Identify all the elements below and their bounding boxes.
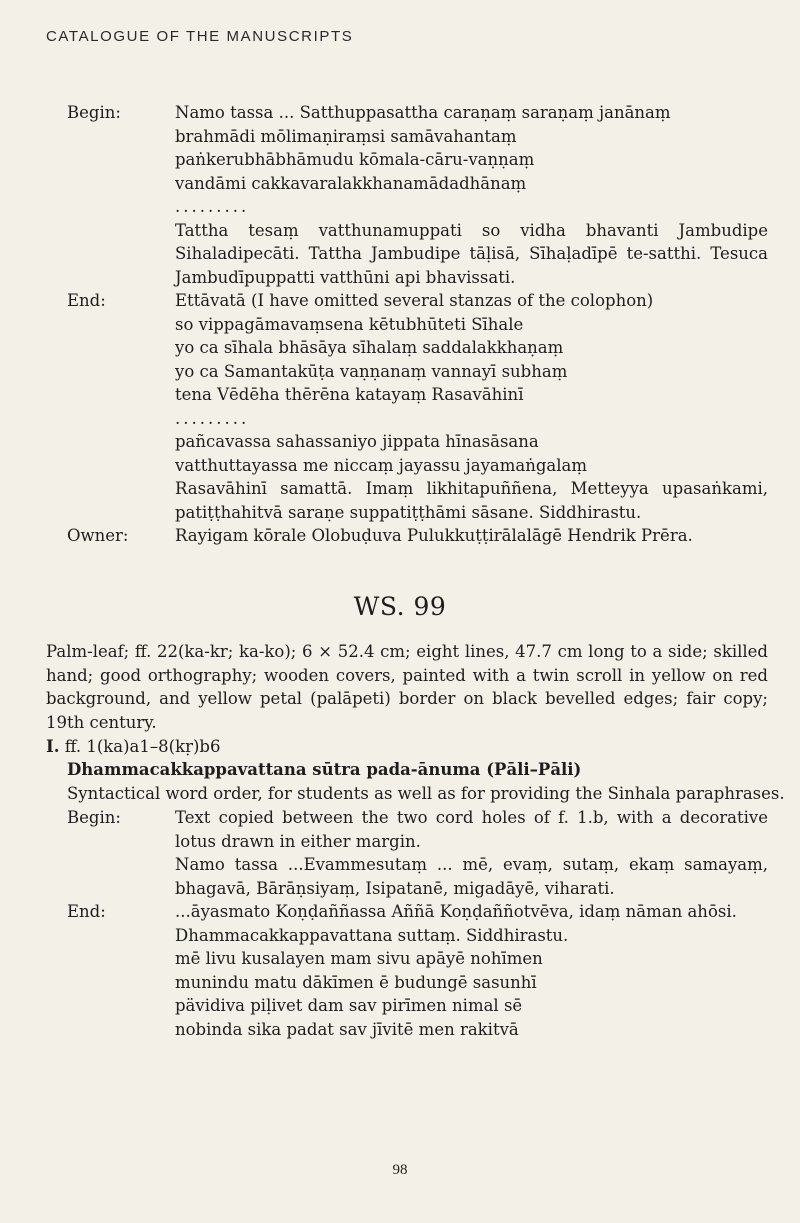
section-content-begin [175,806,768,900]
ellipsis-line: ......... [175,197,250,216]
text-line: pävidiva piḷivet dam sav pirīmen nimal sē [175,996,523,1015]
text-line: yo ca Samantakūṭa vaṇṇanaṃ vannayī subhaṃ [175,361,568,381]
entry-label-owner: Owner: [67,526,129,545]
text-line: paṅkerubhābhāmudu kōmala-cāru-vaṇṇaṃ [175,150,535,169]
text-line: Ettāvatā (I have omitted several stanzas of the colophon) [175,291,654,310]
section-label-end: End: [67,902,106,921]
manuscript-title: WS. 99 [353,592,447,621]
text-line: vandāmi cakkavaralakkhanamādadhānaṃ [175,173,527,193]
text-line: nobinda sika padat sav jīvitē men rakitvā [175,1019,519,1039]
entry-content-begin [175,101,768,289]
text-line: Dhammacakkappavattana suttaṃ. Siddhirastu. [175,925,569,945]
entry-content-end [175,289,768,524]
entry-content-owner [175,524,768,548]
paragraph: Tattha tesaṃ vatthunamuppati so vidha bhavanti Jambudipe Sihaladipecāti. Tattha Jambudipe tāḷisā, Sīhaḷadīpē te-satthi. Tesuca Jambudīpuppatti vatthūni api bhavissati. [175,220,768,287]
manuscript-description: Palm-leaf; ff. 22(ka-kr; ka-ko); 6 × 52.4 cm; eight lines, 47.7 cm long to a side; skilled hand; good orthography; wooden covers, painted with a twin scroll in yellow on red background, and yellow petal (palāpeti) border on black bevelled edges; fair copy; 19th century. [46,642,768,732]
paragraph: Namo tassa ...Evammesutaṃ ... mē, evaṃ, sutaṃ, ekaṃ samayaṃ, bhagavā, Bārāṇsiyaṃ, Isipatanē, migadāyē, viharati. [175,855,768,898]
section-content-end [175,900,768,1041]
paragraph: Text copied between the two cord holes of f. 1.b, with a decorative lotus drawn in either margin. [175,808,768,851]
text-line: brahmādi mōlimaṇiraṃsi samāvahantaṃ [175,126,517,146]
running-head: CATALOGUE OF THE MANUSCRIPTS [46,28,354,45]
text-line: vatthuttayassa me niccaṃ jayassu jayamaṅgalaṃ [175,455,588,475]
entry-label-begin: Begin: [67,103,121,122]
page-number: 98 [392,1162,408,1178]
section-description: Syntactical word order, for students as well as for providing the Sinhala paraphrases. [67,784,785,803]
text-line: ...āyasmato Koṇḍaññassa Aññā Koṇḍaññotvēva, idaṃ nāman ahōsi. [175,902,737,921]
text-line: so vippagāmavaṃsena kētubhūteti Sīhale [175,314,524,334]
section-heading [46,735,768,759]
section-title: Dhammacakkappavattana sūtra pada-ānuma (Pāli–Pāli) [67,760,582,779]
text-line: munindu matu dākīmen ē budungē sasunhī [175,972,537,992]
section-folios: ff. 1(ka)a1–8(kṛ)b6 [64,737,221,756]
section-number: I. [46,737,60,756]
ellipsis-line: ......... [175,408,250,428]
entry-label-end: End: [67,291,106,310]
text-line: Namo tassa ... Satthuppasattha caraṇaṃ saraṇaṃ janānaṃ [175,103,671,122]
text-line: yo ca sīhala bhāsāya sīhalaṃ saddalakkhaṇaṃ [175,338,564,357]
paragraph: Rasavāhinī samattā. Imaṃ likhitapuññena, Metteyya upasaṅkami, patiṭṭhahitvā saraṇe suppatiṭṭhāmi sāsane. Siddhirastu. [175,479,768,522]
text-line: Rayigam kōrale Olobuḍuva Pulukkuṭṭirālalāgē Hendrik Prēra. [175,526,693,545]
text-line: mē livu kusalayen mam sivu apāyē nohīmen [175,949,543,968]
text-line: tena Vēdēha thērēna katayaṃ Rasavāhinī [175,385,524,404]
section-label-begin: Begin: [67,808,121,827]
text-line: pañcavassa sahassaniyo jippata hīnasāsana [175,432,539,451]
